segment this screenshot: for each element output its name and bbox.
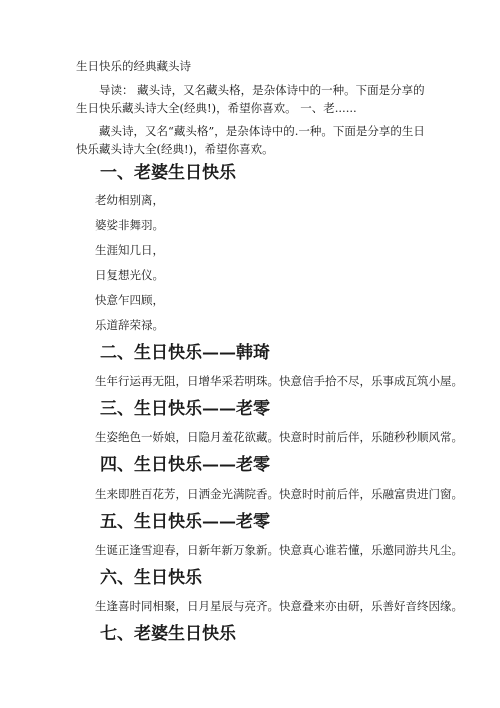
poem-line-6: 乐道辞荣禄。 [95, 318, 164, 332]
poem-line-4: 日复想光仪。 [95, 268, 164, 282]
poem-text-5: 生诞正逢雪迎春，日新年新万象新。快意真心谁若懂，乐邀同游共凡尘。 [95, 543, 463, 557]
poem-line-2: 婆娑非舞羽。 [95, 218, 164, 232]
description-paragraph: 藏头诗，又名“藏头格”，是杂体诗中的.一种。下面是分享的生日快乐藏头诗大全(经典!)，希望你喜欢。 [76, 124, 425, 156]
section-heading-2: 二、生日快乐——韩琦 [100, 343, 270, 363]
poem-line-1: 老幼相别离， [95, 193, 164, 207]
section-heading-1: 一、老婆生日快乐 [100, 163, 236, 183]
poem-text-6: 生逢喜时同相聚，日月星辰与亮齐。快意叠来亦由研，乐善好音终因缘。 [95, 599, 463, 613]
poem-line-5: 快意乍四顾， [95, 293, 164, 307]
section-heading-7: 七、老婆生日快乐 [100, 624, 236, 644]
section-heading-6: 六、生日快乐 [100, 568, 202, 588]
poem-text-2: 生年行运再无阻，日增华采若明珠。快意信手拾不尽，乐事成瓦筑小屋。 [95, 374, 463, 388]
section-heading-3: 三、生日快乐——老零 [100, 399, 270, 419]
section-heading-4: 四、生日快乐——老零 [100, 455, 270, 475]
intro-paragraph: 导读： 藏头诗，又名藏头格，是杂体诗中的一种。下面是分享的生日快乐藏头诗大全(经典!)，希望你喜欢。 一、老...... [76, 83, 425, 115]
document-title: 生日快乐的经典藏头诗 [76, 59, 191, 73]
poem-text-4: 生来即胜百花芳，日洒金光满院香。快意时时前后伴，乐融富贵进门窗。 [95, 487, 463, 501]
section-heading-5: 五、生日快乐——老零 [100, 512, 270, 532]
poem-text-3: 生姿绝色一娇娘，日隐月羞花欲藏。快意时时前后伴，乐随秒秒顺风常。 [95, 430, 463, 444]
poem-line-3: 生涯知几日， [95, 243, 164, 257]
